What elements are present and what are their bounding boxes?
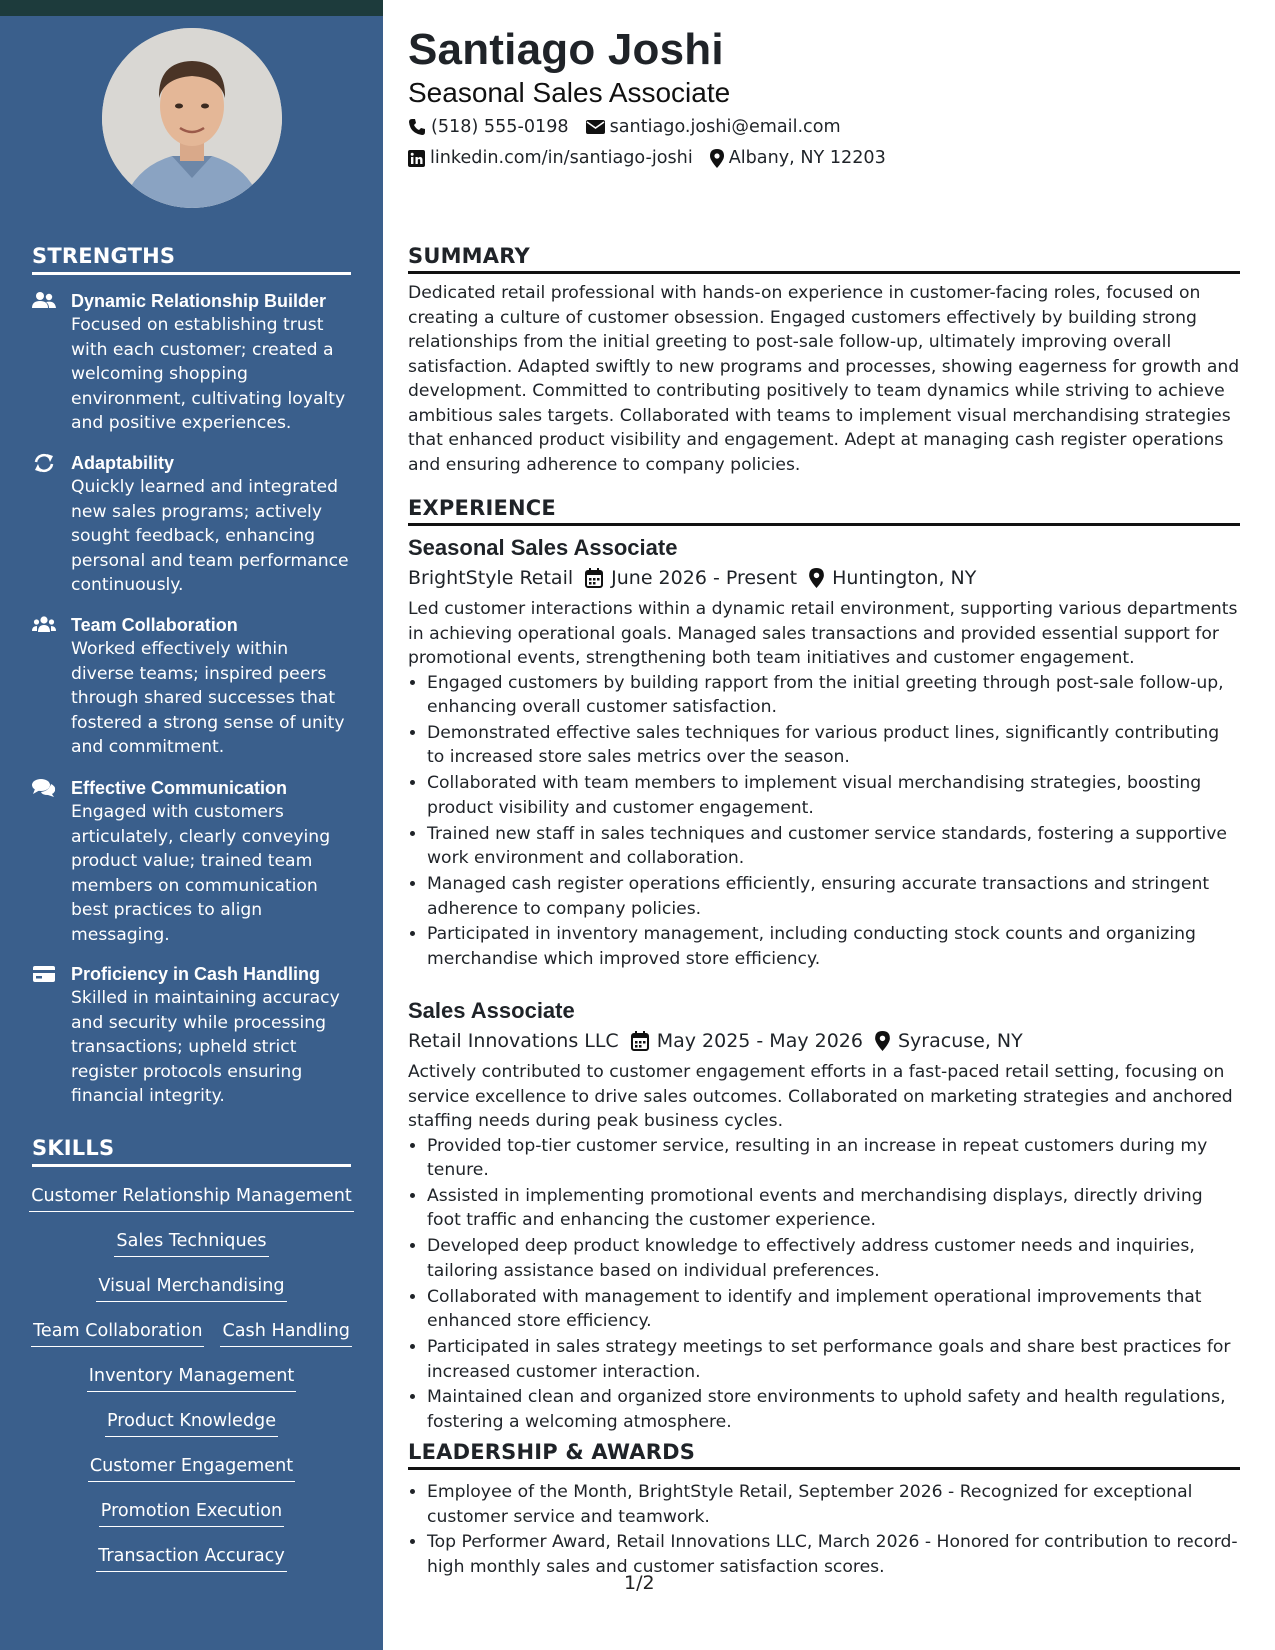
list-item: • Demonstrated effective sales techniques for various product lines, significantly contributing to increased store sales metrics over the season.	[427, 721, 1240, 770]
contact-row	[408, 146, 1240, 170]
job-location-text: Huntington, NY	[832, 567, 977, 589]
skill-tag: Inventory Management	[87, 1364, 297, 1392]
company-name: Retail Innovations LLC	[408, 1030, 619, 1052]
linkedin-text: linkedin.com/in/santiago-joshi	[430, 148, 693, 168]
skill-tag: Product Knowledge	[105, 1409, 278, 1437]
credit-card-icon	[32, 964, 56, 984]
sidebar	[0, 0, 383, 1650]
list-item: • Employee of the Month, BrightStyle Retail, September 2026 - Recognized for exceptional customer service and teamwork.	[427, 1480, 1240, 1529]
strength-title: Dynamic Relationship Builder	[71, 291, 327, 311]
phone-text: (518) 555-0198	[431, 117, 569, 137]
job-bullets	[408, 1134, 1240, 1435]
list-item: • Provided top-tier customer service, resulting in an increase in repeat customers during my tenure.	[427, 1134, 1240, 1183]
skill-tag: Cash Handling	[220, 1319, 351, 1347]
experience-heading: EXPERIENCE	[408, 496, 1240, 526]
team-icon	[32, 615, 56, 635]
strength-description: Worked effectively within diverse teams; inspired peers through shared successes that fostered a strong sense of unity and commitment.	[71, 639, 345, 757]
email-text: santiago.joshi@email.com	[609, 117, 841, 137]
skill-tag: Transaction Accuracy	[96, 1544, 287, 1572]
job-dates	[585, 565, 797, 591]
person-name: Santiago Joshi	[408, 25, 724, 74]
map-marker-icon	[809, 568, 824, 588]
email-contact	[586, 115, 841, 139]
skill-tag: Promotion Execution	[99, 1499, 284, 1527]
sidebar-top-bar	[0, 0, 383, 16]
list-item: • Collaborated with team members to implement visual merchandising strategies, boosting product visibility and customer engagement.	[427, 771, 1240, 820]
skills-heading: SKILLS	[32, 1136, 351, 1167]
location-text: Albany, NY 12203	[728, 148, 886, 168]
job-entry	[408, 534, 1240, 973]
list-item: • Top Performer Award, Retail Innovations LLC, March 2026 - Honored for contribution to record-high monthly sales and customer satisfaction scores.	[427, 1530, 1240, 1579]
job-location-text: Syracuse, NY	[898, 1030, 1023, 1052]
strength-item	[32, 451, 356, 598]
list-item: • Managed cash register operations efficiently, ensuring accurate transactions and stringent adherence to company policies.	[427, 872, 1240, 921]
header	[408, 24, 1240, 170]
summary-heading: SUMMARY	[408, 244, 1240, 274]
page-indicator: 1/2	[624, 1572, 655, 1594]
strength-description: Quickly learned and integrated new sales programs; actively sought feedback, enhancing personal and team performance continuously.	[71, 477, 349, 595]
list-item: • Engaged customers by building rapport from the initial greeting through post-sale follow-up, enhancing overall customer satisfaction.	[427, 671, 1240, 720]
list-item: • Assisted in implementing promotional events and merchandising displays, directly driving foot traffic and enhancing the customer experience.	[427, 1184, 1240, 1233]
comments-icon	[32, 778, 56, 798]
job-bullets	[408, 671, 1240, 972]
job-summary: Actively contributed to customer engagement efforts in a fast-paced retail setting, focusing on service excellence to drive sales outcomes. Collaborated on marketing strategies and anchored staffing needs during peak business cycles.	[408, 1062, 1233, 1131]
strength-item	[32, 289, 356, 436]
job-summary: Led customer interactions within a dynamic retail environment, supporting various departments in achieving operational goals. Managed sales transactions and provided essential support for promotional events, strengthening both team initiatives and customer engagement.	[408, 599, 1238, 668]
job-location	[875, 1028, 1023, 1054]
linkedin-icon	[408, 150, 425, 167]
job-dates	[631, 1028, 863, 1054]
job-dates-text: May 2025 - May 2026	[656, 1030, 863, 1052]
job-title: Sales Associate	[408, 998, 575, 1023]
strength-item	[32, 613, 356, 760]
strength-description: Focused on establishing trust with each customer; created a welcoming shopping environment, cultivating loyalty and positive experiences.	[71, 315, 346, 433]
job-dates-text: June 2026 - Present	[611, 567, 798, 589]
map-marker-icon	[875, 1031, 890, 1051]
sync-icon	[32, 453, 56, 473]
calendar-icon	[631, 1031, 649, 1051]
job-title: Seasonal Sales Associate	[408, 535, 678, 560]
job-entry	[408, 997, 1240, 1436]
list-item: • Developed deep product knowledge to effectively address customer needs and inquiries, tailoring assistance based on individual preferences.	[427, 1234, 1240, 1283]
strength-title: Effective Communication	[71, 778, 288, 798]
company-name: BrightStyle Retail	[408, 567, 574, 589]
strength-title: Team Collaboration	[71, 615, 238, 635]
calendar-icon	[585, 568, 603, 588]
skill-tag: Customer Relationship Management	[29, 1184, 354, 1212]
awards-heading: LEADERSHIP & AWARDS	[408, 1440, 1240, 1470]
strength-item	[32, 962, 356, 1109]
job-location	[809, 565, 976, 591]
skill-tag: Sales Techniques	[114, 1229, 268, 1257]
strengths-heading: STRENGTHS	[32, 244, 351, 275]
strength-title: Proficiency in Cash Handling	[71, 964, 321, 984]
summary-text: Dedicated retail professional with hands-on experience in customer-facing roles, focused on creating a culture of customer obsession. Engaged customers effectively by building strong relationships from the initial greeting to post-sale follow-up, ultimately improving overall satisfaction. Adapted swiftly to new programs and processes, showing eagerness for growth and development. Committed to contributing positively to team dynamics while striving to achieve ambitious sales targets. Collaborated with teams to implement visual merchandising strategies that enhanced product visibility and engagement. Adept at managing cash register operations and ensuring adherence to company policies.	[408, 283, 1240, 475]
job-headline: Seasonal Sales Associate	[408, 77, 731, 108]
job-meta	[408, 565, 1240, 591]
map-marker-icon	[710, 149, 724, 168]
list-item: • Trained new staff in sales techniques and customer service standards, fostering a supportive work environment and collaboration.	[427, 822, 1240, 871]
users-icon	[32, 291, 56, 311]
strength-description: Skilled in maintaining accuracy and security while processing transactions; upheld strict register protocols ensuring financial integrity.	[71, 988, 340, 1106]
location-contact	[710, 146, 886, 170]
strength-description: Engaged with customers articulately, clearly conveying product value; trained team members on communication best practices to align messaging.	[71, 802, 331, 945]
contact-row	[408, 115, 1240, 139]
strength-title: Adaptability	[71, 453, 175, 473]
strength-item	[32, 776, 356, 947]
list-item: • Maintained clean and organized store environments to uphold safety and health regulations, fostering a welcoming atmosphere.	[427, 1385, 1240, 1434]
skills-list	[32, 1184, 351, 1589]
skill-tag: Visual Merchandising	[96, 1274, 286, 1302]
skill-tag: Team Collaboration	[31, 1319, 204, 1347]
linkedin-contact	[408, 146, 693, 170]
skill-tag: Customer Engagement	[88, 1454, 295, 1482]
list-item: • Collaborated with management to identify and implement operational improvements that enhanced store efficiency.	[427, 1285, 1240, 1334]
phone-contact	[408, 115, 569, 139]
phone-icon	[408, 118, 426, 136]
profile-photo	[102, 28, 282, 208]
list-item: • Participated in sales strategy meetings to set performance goals and share best practices for increased customer interaction.	[427, 1335, 1240, 1384]
envelope-icon	[586, 119, 605, 135]
list-item: • Participated in inventory management, including conducting stock counts and organizing merchandise which improved store efficiency.	[427, 922, 1240, 971]
awards-list	[408, 1480, 1240, 1581]
job-meta	[408, 1028, 1240, 1054]
